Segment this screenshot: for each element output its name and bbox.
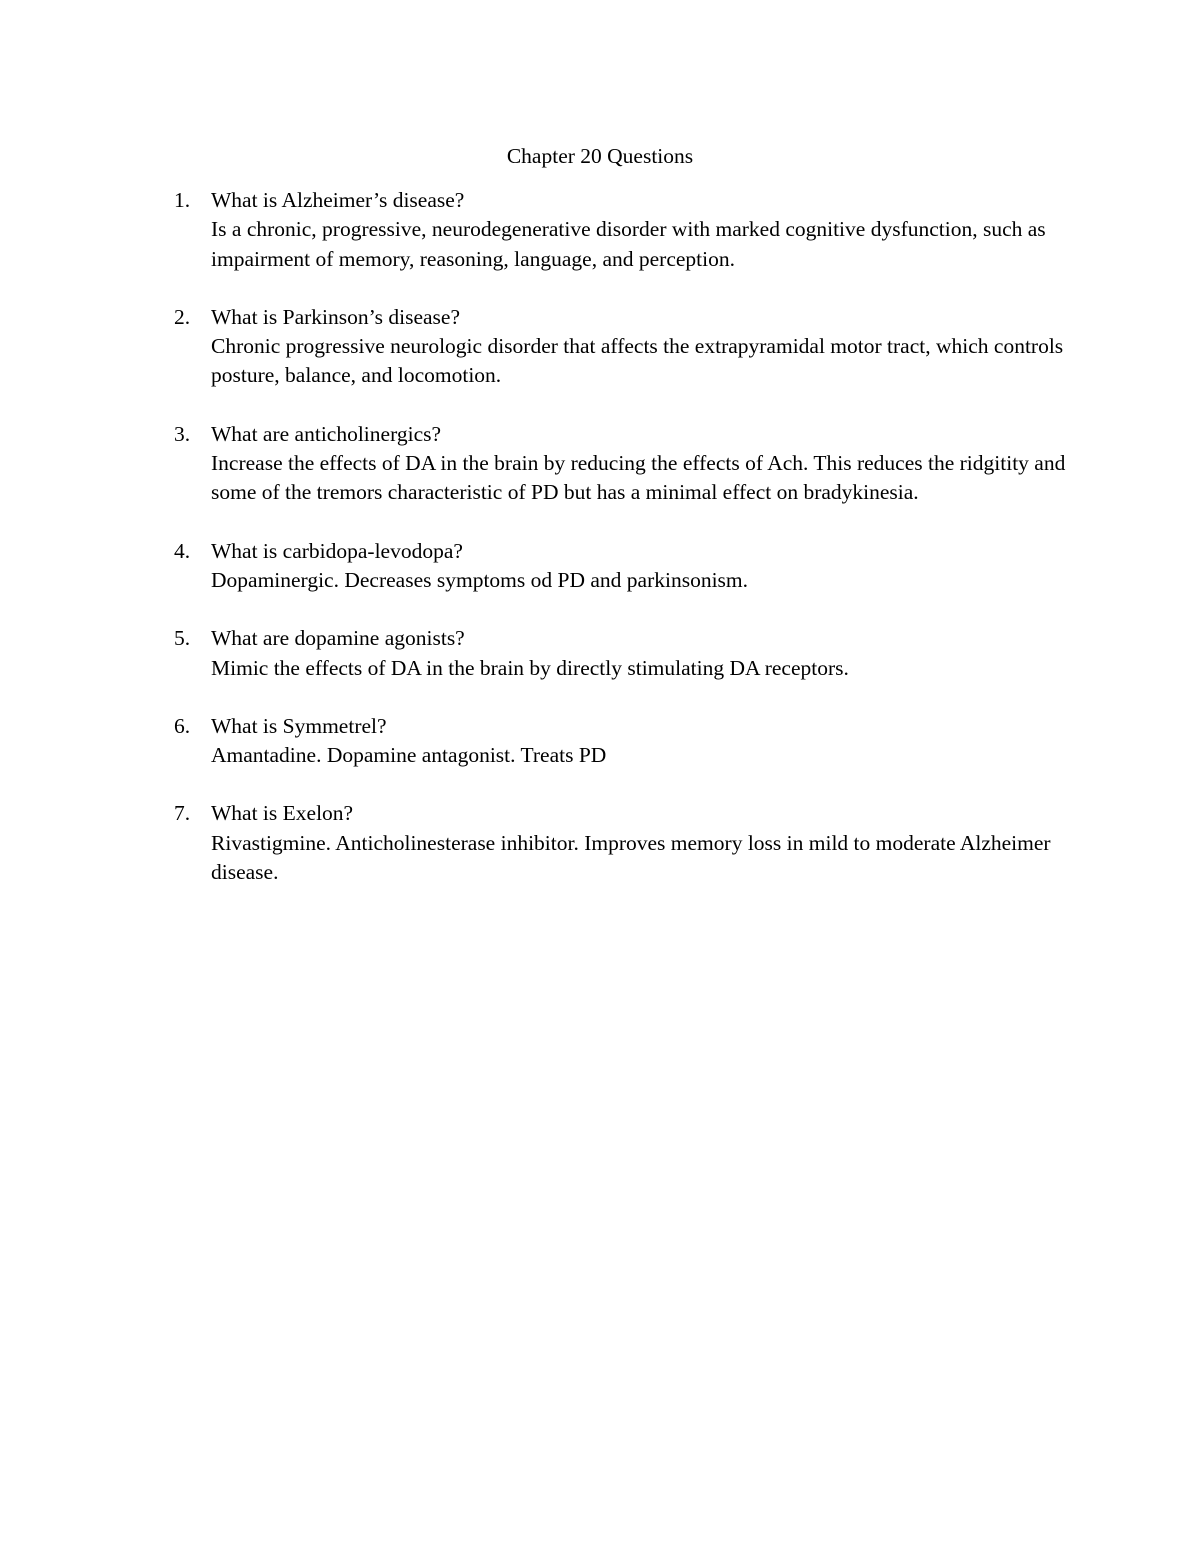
question-list bbox=[174, 186, 1074, 916]
answer-text: Dopaminergic. Decreases symptoms od PD and parkinsonism. bbox=[211, 567, 749, 592]
answer-text: Is a chronic, progressive, neurodegenerative disorder with marked cognitive dysfunction, such as impairment of memory, reasoning, language, and perception. bbox=[211, 217, 1046, 271]
answer-text: Amantadine. Dopamine antagonist. Treats PD bbox=[211, 743, 607, 768]
question-number: 2. bbox=[174, 304, 191, 329]
question-text: What is Parkinson’s disease? bbox=[211, 304, 460, 329]
answer-text: Chronic progressive neurologic disorder that affects the extrapyramidal motor tract, which controls posture, balance, and locomotion. bbox=[211, 334, 1064, 388]
list-item bbox=[174, 186, 1074, 274]
question-number: 7. bbox=[174, 801, 191, 826]
question-text: What are anticholinergics? bbox=[211, 421, 442, 446]
question-text: What are dopamine agonists? bbox=[211, 626, 465, 651]
list-item bbox=[174, 537, 1074, 596]
list-item bbox=[174, 799, 1074, 887]
answer-text: Rivastigmine. Anticholinesterase inhibitor. Improves memory loss in mild to moderate Alzheimer disease. bbox=[211, 830, 1051, 885]
list-item bbox=[174, 420, 1074, 508]
question-text: What is Exelon? bbox=[211, 801, 354, 826]
question-text: What is carbidopa-levodopa? bbox=[211, 538, 463, 563]
answer-text: Increase the effects of DA in the brain by reducing the effects of Ach. This reduces the ridgitity and some of the tremors characteristic of PD but has a minimal effect on bradykinesia. bbox=[211, 451, 1066, 505]
question-text: What is Symmetrel? bbox=[211, 713, 387, 738]
question-number: 6. bbox=[174, 713, 191, 738]
list-item bbox=[174, 624, 1074, 683]
page-title: Chapter 20 Questions bbox=[506, 144, 694, 168]
question-number: 3. bbox=[174, 421, 191, 446]
question-number: 1. bbox=[174, 188, 191, 212]
answer-text: Mimic the effects of DA in the brain by directly stimulating DA receptors. bbox=[211, 655, 849, 680]
question-text: What is Alzheimer’s disease? bbox=[211, 188, 465, 212]
question-number: 5. bbox=[174, 626, 191, 651]
list-item bbox=[174, 712, 1074, 771]
question-number: 4. bbox=[174, 538, 191, 563]
list-item bbox=[174, 303, 1074, 391]
